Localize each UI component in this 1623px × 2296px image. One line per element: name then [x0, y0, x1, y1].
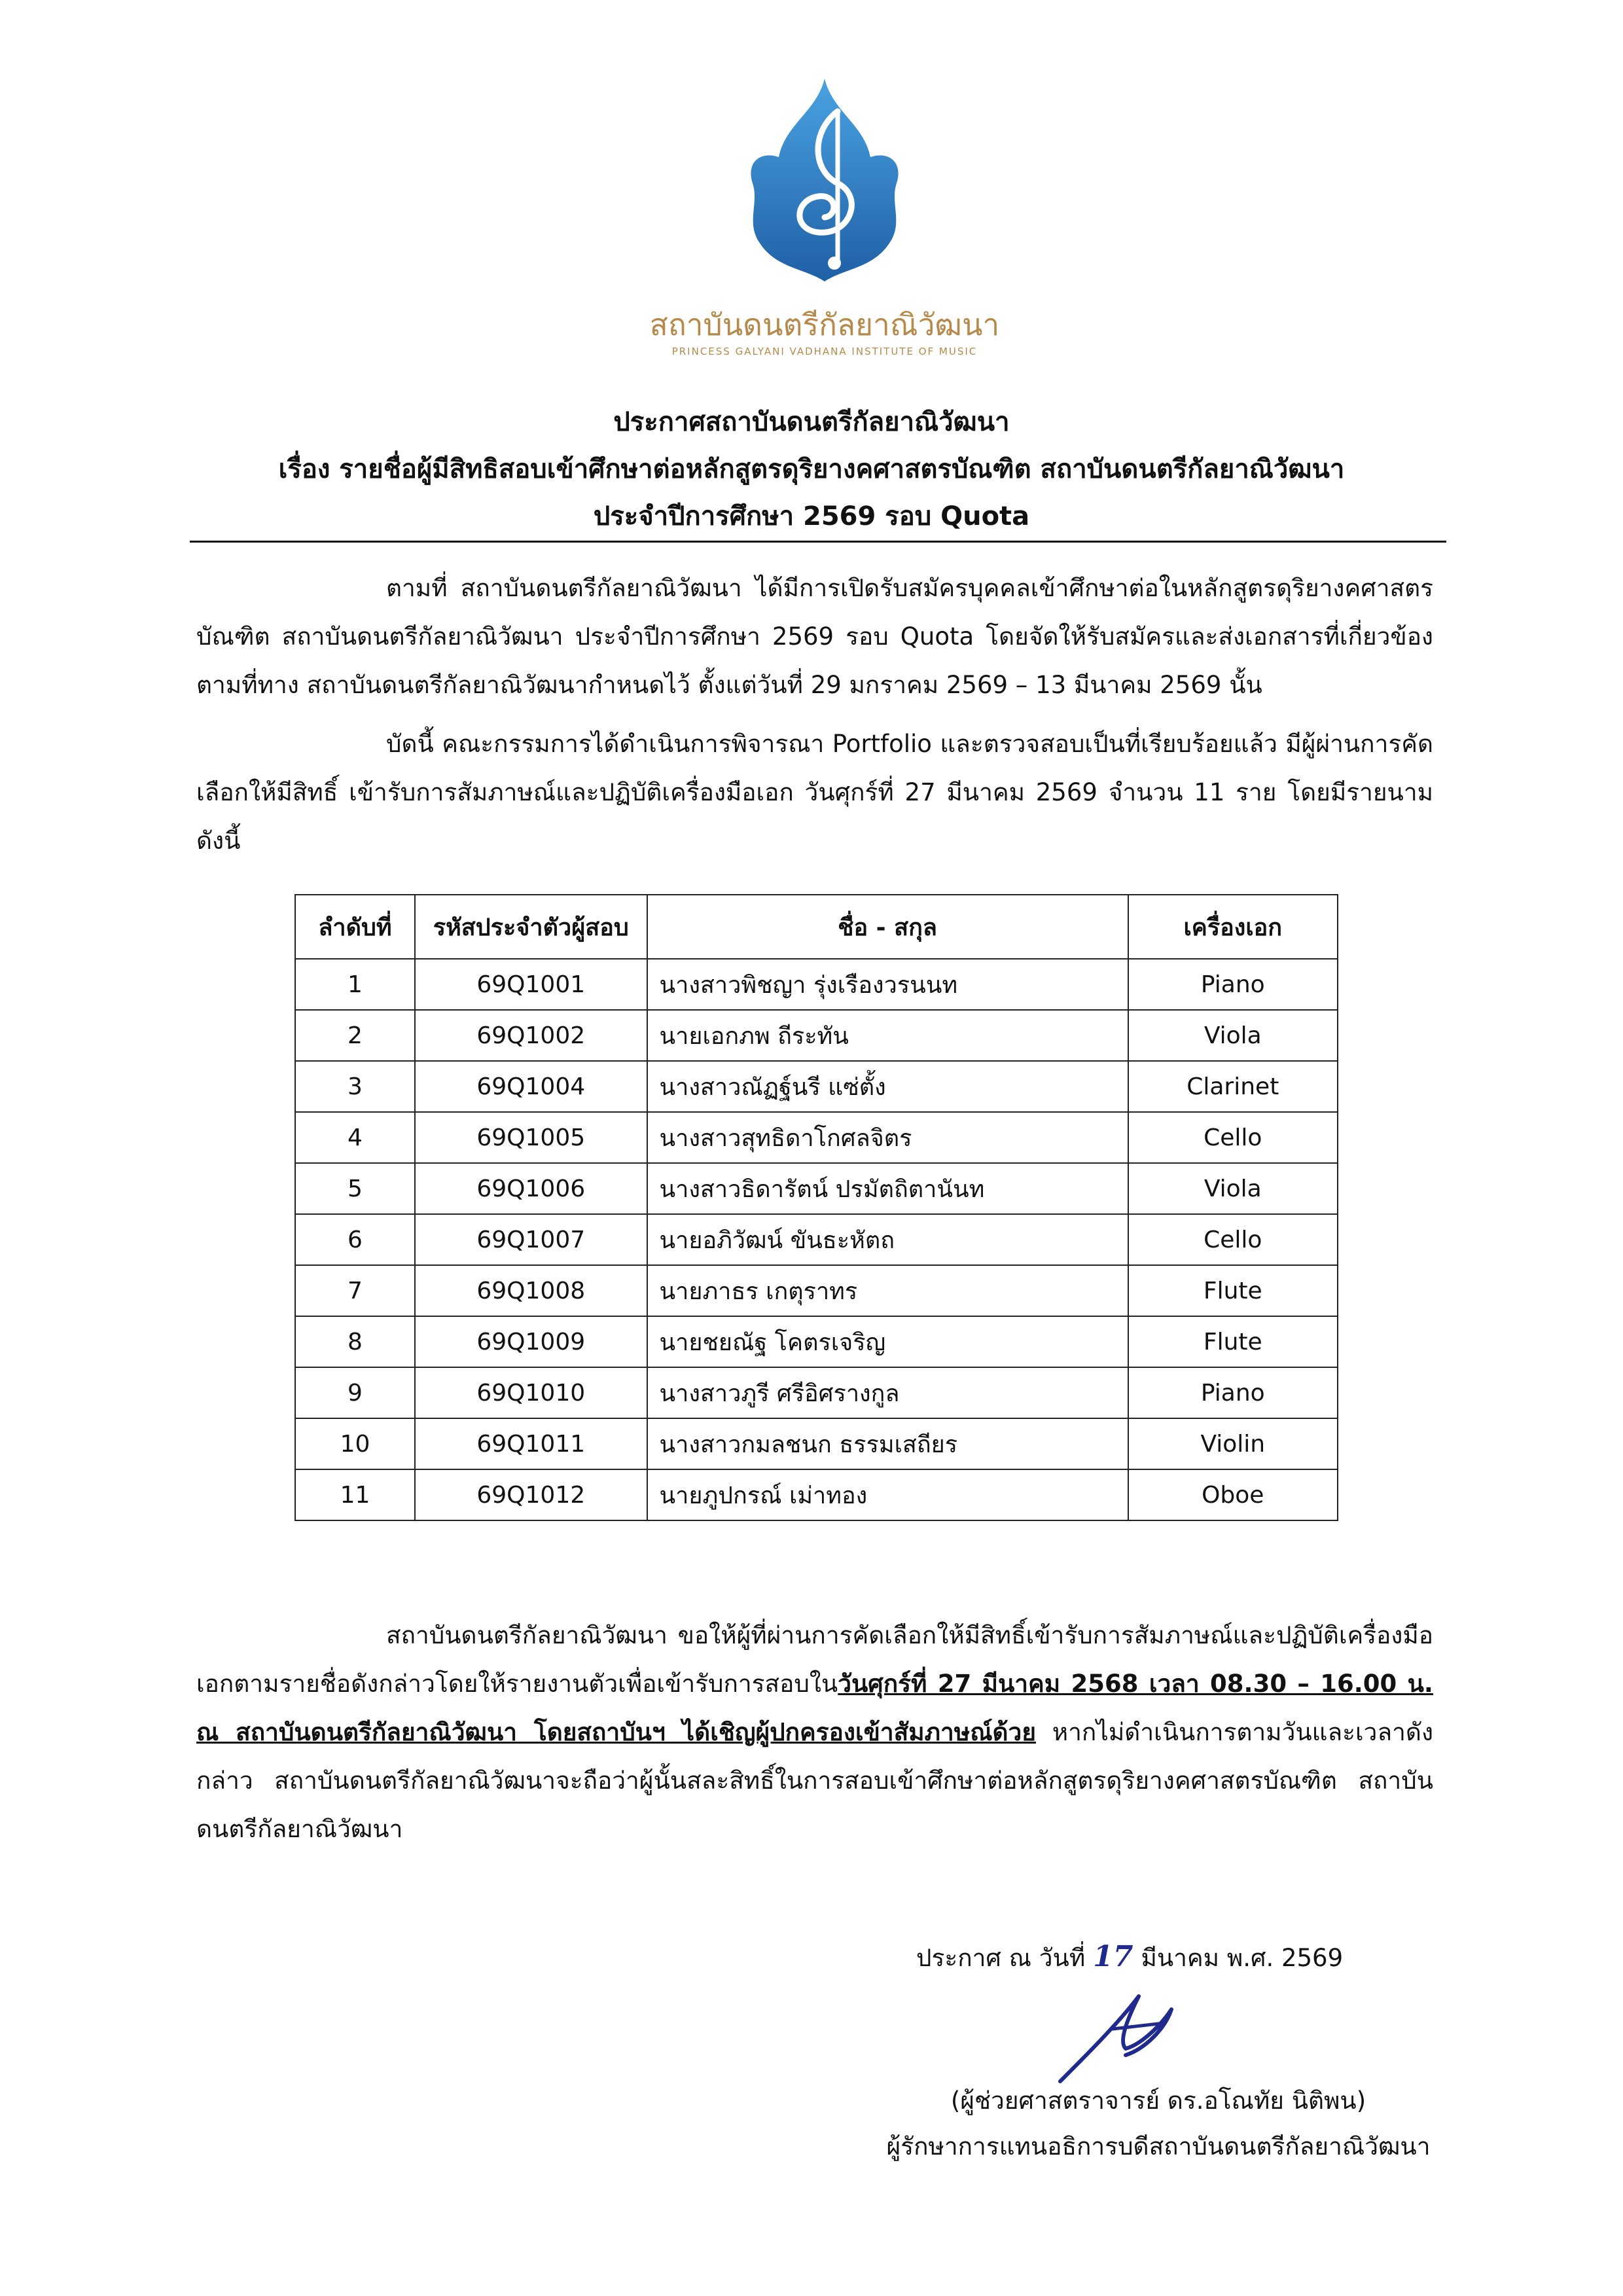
handwritten-signature [1047, 1983, 1191, 2088]
row-number: 11 [295, 1469, 415, 1520]
paragraph-result-text: บัดนี้ คณะกรรมการได้ดำเนินการพิจารณา Portfolio และตรวจสอบเป็นที่เรียบร้อยแล้ว มีผู้ผ่านการคัดเลือกให้มีสิทธิ์ เข้ารับการสัมภาษณ์และปฏิบัติเครื่องมือเอก วันศุกร์ที่ 27 มีนาคม 2569 จำนวน 11 ราย โดยมีรายนามดังนี้ [196, 730, 1433, 855]
table-row [295, 1316, 1338, 1367]
table-row [295, 1367, 1338, 1418]
row-instrument: Piano [1128, 1367, 1338, 1418]
signature-icon [1047, 1983, 1191, 2088]
column-header-instrument: เครื่องเอก [1128, 895, 1338, 959]
paragraph-intro [196, 564, 1433, 709]
row-number: 9 [295, 1367, 415, 1418]
table-row [295, 1061, 1338, 1112]
row-id: 69Q1012 [415, 1469, 647, 1520]
row-number: 10 [295, 1418, 415, 1469]
row-name: นายเอกภพ ถีระทัน [647, 1010, 1128, 1061]
table-row [295, 1112, 1338, 1163]
table-row [295, 959, 1338, 1010]
row-name: นายภูปกรณ์ เม่าทอง [647, 1469, 1128, 1520]
row-instrument: Flute [1128, 1316, 1338, 1367]
row-name: นางสาวสุทธิดาโกศลจิตร [647, 1112, 1128, 1163]
row-number: 8 [295, 1316, 415, 1367]
paragraph-instructions-text: สถาบันดนตรีกัลยาณิวัฒนา ขอให้ผู้ที่ผ่านการคัดเลือกให้มีสิทธิ์เข้ารับการสัมภาษณ์และปฏิบัติเครื่องมือเอกตามรายชื่อดังกล่าวโดยให้รายงานตัวเพื่อเข้ารับการสอบใน [196, 1621, 1433, 1698]
row-number: 6 [295, 1214, 415, 1265]
row-name: นางสาวพิชญา รุ่งเรืองวรนนท [647, 959, 1128, 1010]
paragraph-instructions [196, 1611, 1433, 1854]
row-instrument: Violin [1128, 1418, 1338, 1469]
paragraph-intro-text: ตามที่ สถาบันดนตรีกัลยาณิวัฒนา ได้มีการเปิดรับสมัครบุคคลเข้าศึกษาต่อในหลักสูตรดุริยางคศาสตรบัณฑิต สถาบันดนตรีกัลยาณิวัฒนา ประจำปีการศึกษา 2569 รอบ Quota โดยจัดให้รับสมัครและส่งเอกสารที่เกี่ยวข้องตามที่ทาง สถาบันดนตรีกัลยาณิวัฒนากำหนดไว้ ตั้งแต่วันที่ 29 มกราคม 2569 – 13 มีนาคม 2569 นั้น [196, 574, 1433, 699]
row-instrument: Flute [1128, 1265, 1338, 1316]
institute-logo [740, 72, 910, 288]
announce-prefix: ประกาศ ณ วันที่ [916, 1944, 1086, 1972]
row-id: 69Q1006 [415, 1163, 647, 1214]
row-id: 69Q1009 [415, 1316, 647, 1367]
table-row [295, 1010, 1338, 1061]
announce-day-handwritten: 17 [1093, 1940, 1133, 1973]
row-number: 3 [295, 1061, 415, 1112]
row-instrument: Viola [1128, 1010, 1338, 1061]
row-instrument: Cello [1128, 1112, 1338, 1163]
row-id: 69Q1010 [415, 1367, 647, 1418]
signer-name: (ผู้ช่วยศาสตราจารย์ ดร.อโณทัย นิติพน) [950, 2087, 1366, 2115]
announcement-title: ประกาศสถาบันดนตรีกัลยาณิวัฒนา [613, 407, 1010, 437]
signer-position: ผู้รักษาการแทนอธิการบดีสถาบันดนตรีกัลยาณิวัฒนา [886, 2132, 1431, 2161]
row-instrument: Oboe [1128, 1469, 1338, 1520]
row-instrument: Cello [1128, 1214, 1338, 1265]
row-name: นางสาวกมลชนก ธรรมเสถียร [647, 1418, 1128, 1469]
row-id: 69Q1007 [415, 1214, 647, 1265]
treble-clef-leaf-icon [740, 72, 910, 288]
announcement-date [916, 1939, 1343, 1977]
announcement-subject: เรื่อง รายชื่อผู้มีสิทธิสอบเข้าศึกษาต่อหลักสูตรดุริยางคศาสตรบัณฑิต สถาบันดนตรีกัลยาณิวัฒนา [278, 454, 1345, 484]
institute-name-english: PRINCESS GALYANI VADHANA INSTITUTE OF MUSIC [671, 346, 978, 357]
table-row [295, 1214, 1338, 1265]
table-row [295, 1418, 1338, 1469]
row-instrument: Piano [1128, 959, 1338, 1010]
row-name: นายอภิวัฒน์ ขันธะหัตถ [647, 1214, 1128, 1265]
row-name: นางสาวภูรี ศรีอิศรางกูล [647, 1367, 1128, 1418]
column-header-number: ลำดับที่ [295, 895, 415, 959]
row-number: 7 [295, 1265, 415, 1316]
row-id: 69Q1008 [415, 1265, 647, 1316]
row-id: 69Q1002 [415, 1010, 647, 1061]
row-number: 1 [295, 959, 415, 1010]
column-header-name: ชื่อ - สกุล [647, 895, 1128, 959]
column-header-id: รหัสประจำตัวผู้สอบ [415, 895, 647, 959]
table-row [295, 1265, 1338, 1316]
title-divider [190, 541, 1446, 543]
row-name: นางสาวณัฏฐ์นรี แซ่ตั้ง [647, 1061, 1128, 1112]
row-name: นายชยณัฐ โคตรเจริญ [647, 1316, 1128, 1367]
row-id: 69Q1001 [415, 959, 647, 1010]
row-id: 69Q1004 [415, 1061, 647, 1112]
table-row [295, 1163, 1338, 1214]
row-instrument: Clarinet [1128, 1061, 1338, 1112]
row-number: 2 [295, 1010, 415, 1061]
row-instrument: Viola [1128, 1163, 1338, 1214]
announcement-year: ประจำปีการศึกษา 2569 รอบ Quota [593, 501, 1030, 531]
candidate-table [294, 894, 1338, 1521]
exam-date-emphasis: วันศุกร์ที่ 27 มีนาคม 2568 เวลา 08.30 – 16.00 น. ณ สถาบันดนตรีกัลยาณิวัฒนา โดยสถาบันฯ ได้เชิญผู้ปกครองเข้าสัมภาษณ์ด้วย [196, 1670, 1433, 1746]
table-header-row [295, 895, 1338, 959]
row-number: 4 [295, 1112, 415, 1163]
institute-name-thai: สถาบันดนตรีกัลยาณิวัฒนา [649, 307, 1000, 342]
paragraph-result [196, 720, 1433, 865]
row-name: นางสาวธิดารัตน์ ปรมัตถิตานันท [647, 1163, 1128, 1214]
row-number: 5 [295, 1163, 415, 1214]
table-row [295, 1469, 1338, 1520]
row-name: นายภาธร เกตุราทร [647, 1265, 1128, 1316]
paragraph-instructions-tail: หากไม่ดำเนินการตามวันและเวลาดังกล่าว สถาบันดนตรีกัลยาณิวัฒนาจะถือว่าผู้นั้นสละสิทธิ์ในการสอบเข้าศึกษาต่อหลักสูตรดุริยางคศาสตรบัณฑิต สถาบันดนตรีกัลยาณิวัฒนา [196, 1718, 1434, 1843]
row-id: 69Q1005 [415, 1112, 647, 1163]
row-id: 69Q1011 [415, 1418, 647, 1469]
announce-suffix: มีนาคม พ.ศ. 2569 [1141, 1944, 1344, 1972]
